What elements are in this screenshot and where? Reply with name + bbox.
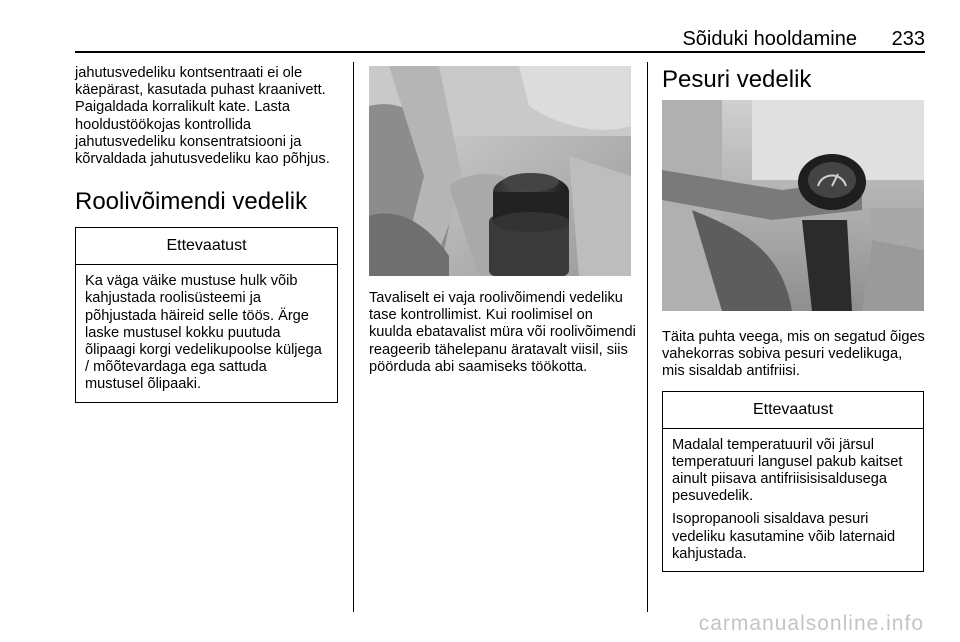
section-title: Sõiduki hooldamine [682, 28, 857, 50]
page-number: 233 [891, 28, 925, 50]
caution-title-washer: Ettevaatust [663, 392, 923, 429]
washer-fluid-text: Täita puhta veega, mis on segatud õiges vahekorras sobiva pesuri vedelikuga, mis sisaldab antifriisi. [662, 329, 925, 380]
power-steering-heading: Roolivõimendi vedelik [75, 188, 308, 216]
middle-column [369, 290, 637, 376]
caution-title: Ettevaatust [76, 228, 337, 265]
caution-text-washer-1: Madalal temperatuuril või järsul temperatuuri langusel pakub kaitset ainult piisava antifriisisisaldusega pesuvedelik. [672, 436, 903, 505]
caution-box-steering [75, 227, 338, 402]
caution-text: Ka väga väike mustuse hulk võib kahjustada roolisüsteemi ja põhjustada häireid selle töös. Ärge laske mustusel kokku puutuda õlipaagi korgi vedelikupoolse küljega / mõõtevardaga ega sattuda mustusel õlipaaki. [85, 273, 322, 393]
washer-fluid-heading: Pesuri vedelik [662, 66, 812, 93]
washer-reservoir-photo [662, 100, 924, 311]
right-column [662, 66, 927, 94]
power-steering-reservoir-photo [369, 66, 631, 276]
column-divider-2 [647, 62, 648, 612]
header-rule [75, 51, 925, 53]
column-divider-1 [353, 62, 354, 612]
steering-fluid-text: Tavaliselt ei vaja roolivõimendi vedeliku tase kontrollimist. Kui roolimisel on kuulda ebatavalist müra või roolivõimendi reageerib tähelepanu äratavalt viisil, siis pöörduda abi saamiseks töökotta. [369, 290, 636, 375]
coolant-intro-text: jahutusvedeliku kontsentraati ei ole käepärast, kasutada puhast kraanivett. Paigaldada korralikult kate. Lasta hooldustöökojas kontrollida jahutusvedeliku konsentratsiooni ja kõrvaldada jahutusvedeliku kao põhjus. [75, 65, 330, 168]
watermark: carmanualsonline.info [698, 612, 924, 635]
left-column [75, 65, 340, 403]
caution-text-washer-2: Isopropanooli sisaldava pesuri vedeliku kasutamine võib laternaid kahjustada. [672, 511, 896, 562]
page-header [75, 28, 925, 50]
caution-box-washer [662, 391, 924, 572]
right-column-body [662, 329, 927, 572]
